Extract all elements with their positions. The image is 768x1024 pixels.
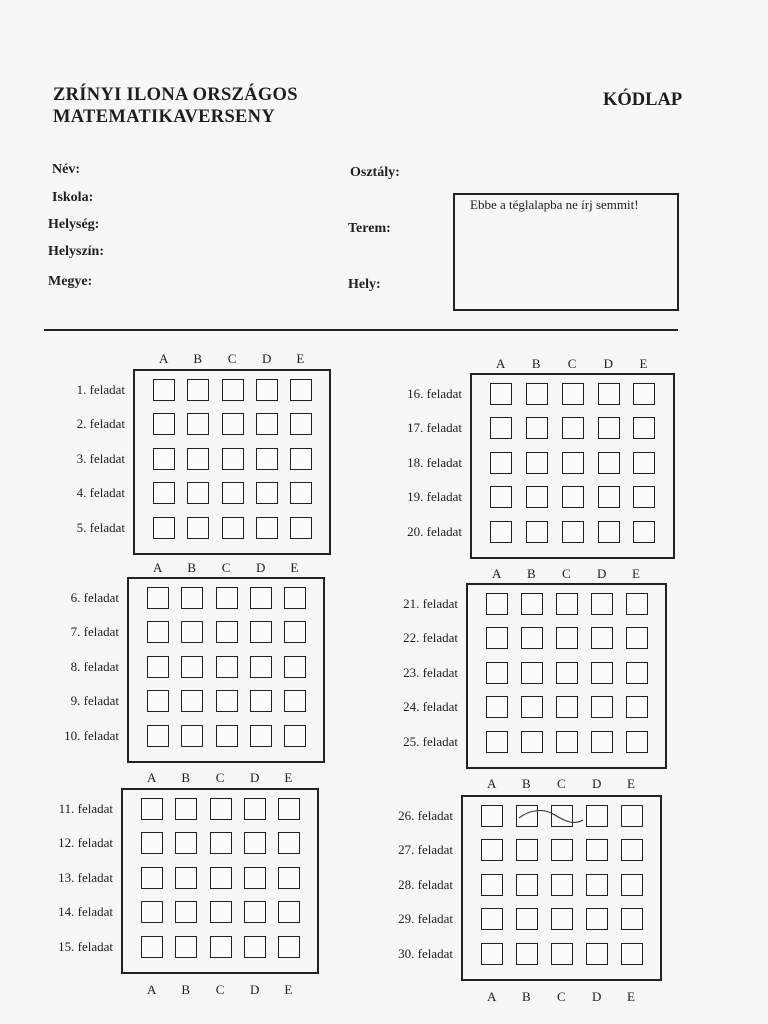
answer-checkbox-a[interactable] [141, 798, 163, 820]
answer-checkbox-a[interactable] [490, 486, 512, 508]
answer-checkbox-a[interactable] [147, 656, 169, 678]
school-field-label: Iskola: [52, 190, 94, 205]
option-letter-d: D [592, 989, 602, 1004]
answer-checkbox-c[interactable] [556, 662, 578, 684]
answer-checkbox-d[interactable] [250, 621, 272, 643]
answer-checkbox-b[interactable] [521, 662, 543, 684]
answer-checkbox-a[interactable] [153, 448, 175, 470]
answer-checkbox-c[interactable] [216, 690, 238, 712]
answer-checkbox-c[interactable] [216, 587, 238, 609]
answer-checkbox-e[interactable] [290, 413, 312, 435]
option-letter-d: D [256, 560, 266, 575]
option-letter-a: A [487, 989, 497, 1004]
option-letter-a: A [147, 770, 157, 785]
answer-checkbox-a[interactable] [147, 587, 169, 609]
answer-checkbox-e[interactable] [290, 448, 312, 470]
option-letter-a: A [492, 566, 502, 581]
answer-checkbox-e[interactable] [290, 517, 312, 539]
answer-checkbox-d[interactable] [598, 417, 620, 439]
answer-checkbox-e[interactable] [626, 627, 648, 649]
answer-checkbox-a[interactable] [486, 627, 508, 649]
answer-checkbox-d[interactable] [250, 656, 272, 678]
answer-checkbox-e[interactable] [626, 593, 648, 615]
option-letter-e: E [290, 560, 299, 575]
option-letter-b: B [181, 770, 191, 785]
question-label: 5. feladat [76, 519, 125, 535]
answer-checkbox-a[interactable] [481, 908, 503, 930]
answer-checkbox-e[interactable] [621, 839, 643, 861]
question-label: 25. feladat [403, 733, 458, 749]
answer-checkbox-a[interactable] [486, 731, 508, 753]
header-divider [44, 329, 678, 331]
answer-checkbox-c[interactable] [222, 517, 244, 539]
answer-checkbox-c[interactable] [210, 798, 232, 820]
question-label: 26. feladat [398, 808, 453, 823]
answer-checkbox-b[interactable] [521, 627, 543, 649]
answer-checkbox-d[interactable] [586, 839, 608, 861]
answer-checkbox-e[interactable] [626, 696, 648, 718]
answer-checkbox-e[interactable] [278, 867, 300, 889]
answer-checkbox-a[interactable] [147, 690, 169, 712]
answer-checkbox-a[interactable] [490, 452, 512, 474]
answer-checkbox-a[interactable] [486, 593, 508, 615]
answer-checkbox-d[interactable] [598, 452, 620, 474]
question-label: 17. feladat [407, 420, 462, 436]
answer-checkbox-e[interactable] [284, 621, 306, 643]
answer-checkbox-e[interactable] [278, 901, 300, 923]
answer-checkbox-d[interactable] [586, 874, 608, 896]
answer-checkbox-b[interactable] [187, 448, 209, 470]
answer-checkbox-e[interactable] [284, 587, 306, 609]
answer-checkbox-b[interactable] [526, 486, 548, 508]
answer-checkbox-b[interactable] [175, 832, 197, 854]
option-letter-b: B [187, 560, 197, 575]
answer-checkbox-d[interactable] [591, 696, 613, 718]
option-letter-a: A [487, 776, 497, 791]
do-not-write-box [453, 193, 679, 311]
answer-checkbox-b[interactable] [181, 621, 203, 643]
question-label: 22. feladat [403, 630, 458, 646]
answer-checkbox-e[interactable] [626, 662, 648, 684]
option-letter-c: C [215, 770, 225, 785]
question-label: 1. feladat [76, 382, 125, 397]
answer-checkbox-c[interactable] [222, 448, 244, 470]
answer-checkbox-e[interactable] [621, 805, 643, 827]
question-label: 9. feladat [70, 693, 119, 709]
question-label: 16. feladat [407, 386, 462, 401]
class-field-label: Osztály: [350, 165, 400, 180]
answer-checkbox-b[interactable] [526, 521, 548, 543]
answer-checkbox-d[interactable] [244, 936, 266, 958]
answer-checkbox-c[interactable] [551, 943, 573, 965]
answer-checkbox-c[interactable] [210, 832, 232, 854]
question-label: 15. feladat [58, 938, 113, 954]
answer-checkbox-a[interactable] [486, 662, 508, 684]
answer-checkbox-e[interactable] [633, 486, 655, 508]
answer-checkbox-d[interactable] [598, 486, 620, 508]
answer-checkbox-d[interactable] [591, 662, 613, 684]
answer-checkbox-c[interactable] [216, 725, 238, 747]
option-letter-d: D [250, 982, 260, 997]
answer-checkbox-e[interactable] [633, 521, 655, 543]
answer-checkbox-c[interactable] [210, 901, 232, 923]
room-field-label: Terem: [348, 221, 391, 236]
answer-checkbox-b[interactable] [521, 696, 543, 718]
option-letter-d: D [603, 356, 613, 371]
answer-checkbox-b[interactable] [181, 725, 203, 747]
answer-checkbox-e[interactable] [633, 417, 655, 439]
option-letter-d: D [262, 351, 272, 366]
question-label: 11. feladat [58, 801, 113, 816]
answer-checkbox-d[interactable] [256, 482, 278, 504]
option-letter-a: A [153, 560, 163, 575]
question-label: 10. feladat [64, 727, 119, 743]
answer-checkbox-b[interactable] [526, 452, 548, 474]
question-label: 12. feladat [58, 835, 113, 851]
answer-checkbox-e[interactable] [621, 874, 643, 896]
option-letter-e: E [639, 356, 648, 371]
answer-checkbox-b[interactable] [175, 798, 197, 820]
answer-checkbox-b[interactable] [187, 413, 209, 435]
answer-checkbox-e[interactable] [278, 936, 300, 958]
answer-checkbox-d[interactable] [586, 908, 608, 930]
option-letter-e: E [627, 776, 635, 791]
answer-checkbox-c[interactable] [556, 593, 578, 615]
answer-checkbox-d[interactable] [244, 798, 266, 820]
answer-checkbox-a[interactable] [153, 482, 175, 504]
option-letter-c: C [557, 776, 566, 791]
answer-checkbox-b[interactable] [526, 417, 548, 439]
answer-checkbox-b[interactable] [187, 482, 209, 504]
option-letter-b: B [522, 989, 531, 1004]
answer-checkbox-a[interactable] [481, 874, 503, 896]
question-label: 28. feladat [398, 876, 453, 892]
do-not-write-notice: Ebbe a téglalapba ne írj semmit! [470, 197, 639, 212]
option-letter-a: A [159, 351, 169, 366]
option-letter-c: C [221, 560, 231, 575]
answer-checkbox-a[interactable] [141, 936, 163, 958]
county-field-label: Megye: [48, 274, 93, 289]
option-letter-e: E [632, 566, 640, 581]
answer-checkbox-e[interactable] [284, 656, 306, 678]
answer-checkbox-d[interactable] [244, 832, 266, 854]
answer-checkbox-d[interactable] [586, 805, 608, 827]
seat-field-label: Hely: [348, 277, 381, 292]
answer-checkbox-e[interactable] [621, 943, 643, 965]
answer-checkbox-c[interactable] [562, 452, 584, 474]
answer-checkbox-a[interactable] [147, 621, 169, 643]
answer-checkbox-e[interactable] [290, 379, 312, 401]
answer-checkbox-d[interactable] [256, 379, 278, 401]
option-letter-c: C [562, 566, 571, 581]
answer-checkbox-c[interactable] [551, 874, 573, 896]
option-letter-d: D [592, 776, 602, 791]
option-letter-b: B [522, 776, 531, 791]
answer-checkbox-d[interactable] [591, 731, 613, 753]
answer-checkbox-a[interactable] [141, 901, 163, 923]
question-label: 23. feladat [403, 664, 458, 680]
answer-checkbox-a[interactable] [490, 521, 512, 543]
answer-checkbox-c[interactable] [210, 936, 232, 958]
answer-checkbox-b[interactable] [516, 943, 538, 965]
option-letter-c: C [567, 356, 577, 371]
answer-checkbox-b[interactable] [187, 517, 209, 539]
answer-checkbox-c[interactable] [556, 731, 578, 753]
answer-checkbox-d[interactable] [598, 521, 620, 543]
option-letter-b: B [527, 566, 536, 581]
answer-checkbox-b[interactable] [175, 867, 197, 889]
answer-checkbox-c[interactable] [222, 482, 244, 504]
option-letter-e: E [284, 982, 293, 997]
question-label: 3. feladat [76, 450, 125, 466]
answer-checkbox-b[interactable] [521, 593, 543, 615]
option-letter-c: C [557, 989, 566, 1004]
question-label: 6. feladat [70, 590, 119, 605]
answer-checkbox-d[interactable] [256, 413, 278, 435]
question-label: 24. feladat [403, 699, 458, 715]
answer-checkbox-b[interactable] [526, 383, 548, 405]
answer-checkbox-a[interactable] [141, 832, 163, 854]
answer-checkbox-e[interactable] [284, 725, 306, 747]
option-letter-b: B [181, 982, 191, 997]
answer-checkbox-c[interactable] [562, 486, 584, 508]
answer-checkbox-a[interactable] [153, 517, 175, 539]
answer-checkbox-d[interactable] [256, 517, 278, 539]
option-letter-c: C [215, 982, 225, 997]
competition-title [53, 84, 298, 128]
answer-checkbox-a[interactable] [490, 383, 512, 405]
answer-checkbox-d[interactable] [591, 627, 613, 649]
answer-checkbox-a[interactable] [141, 867, 163, 889]
answer-checkbox-d[interactable] [598, 383, 620, 405]
answer-checkbox-b[interactable] [181, 690, 203, 712]
question-label: 7. feladat [70, 624, 119, 640]
answer-checkbox-b[interactable] [175, 936, 197, 958]
option-letter-b: B [193, 351, 203, 366]
answer-checkbox-d[interactable] [586, 943, 608, 965]
answer-checkbox-e[interactable] [626, 731, 648, 753]
answer-checkbox-d[interactable] [244, 867, 266, 889]
title-line-1: ZRÍNYI ILONA ORSZÁGOS [53, 85, 298, 105]
answer-checkbox-e[interactable] [278, 798, 300, 820]
answer-checkbox-e[interactable] [290, 482, 312, 504]
answer-checkbox-e[interactable] [633, 383, 655, 405]
venue-field-label: Helyszín: [48, 244, 104, 259]
question-label: 18. feladat [407, 454, 462, 470]
answer-checkbox-c[interactable] [216, 656, 238, 678]
answer-checkbox-c[interactable] [556, 627, 578, 649]
name-field-label: Név: [52, 162, 80, 177]
answer-checkbox-c[interactable] [222, 413, 244, 435]
question-label: 20. feladat [407, 523, 462, 539]
answer-checkbox-c[interactable] [562, 521, 584, 543]
answer-checkbox-b[interactable] [181, 656, 203, 678]
answer-checkbox-d[interactable] [250, 725, 272, 747]
answer-checkbox-d[interactable] [244, 901, 266, 923]
answer-checkbox-b[interactable] [521, 731, 543, 753]
answer-checkbox-c[interactable] [562, 383, 584, 405]
answer-checkbox-c[interactable] [551, 839, 573, 861]
answer-checkbox-c[interactable] [210, 867, 232, 889]
answer-checkbox-d[interactable] [250, 587, 272, 609]
answer-checkbox-b[interactable] [516, 839, 538, 861]
option-letter-c: C [227, 351, 237, 366]
answer-checkbox-d[interactable] [250, 690, 272, 712]
answer-checkbox-b[interactable] [181, 587, 203, 609]
answer-checkbox-c[interactable] [562, 417, 584, 439]
question-label: 8. feladat [70, 658, 119, 674]
answer-checkbox-c[interactable] [556, 696, 578, 718]
answer-checkbox-b[interactable] [516, 908, 538, 930]
town-field-label: Helység: [48, 217, 100, 232]
answer-checkbox-c[interactable] [551, 908, 573, 930]
answer-checkbox-b[interactable] [516, 874, 538, 896]
option-letter-a: A [496, 356, 506, 371]
question-label: 13. feladat [58, 869, 113, 885]
option-letter-a: A [147, 982, 157, 997]
option-letter-e: E [627, 989, 635, 1004]
answer-checkbox-a[interactable] [147, 725, 169, 747]
answer-checkbox-e[interactable] [278, 832, 300, 854]
title-line-2: MATEMATIKAVERSENY [53, 107, 275, 127]
option-letter-e: E [284, 770, 293, 785]
answer-checkbox-a[interactable] [153, 413, 175, 435]
answer-checkbox-d[interactable] [591, 593, 613, 615]
answer-checkbox-a[interactable] [481, 839, 503, 861]
question-label: 4. feladat [76, 485, 125, 501]
document-type-heading: KÓDLAP [603, 90, 683, 110]
answer-checkbox-a[interactable] [486, 696, 508, 718]
question-label: 19. feladat [407, 489, 462, 505]
answer-checkbox-d[interactable] [256, 448, 278, 470]
answer-checkbox-e[interactable] [621, 908, 643, 930]
answer-checkbox-a[interactable] [481, 943, 503, 965]
option-letter-d: D [597, 566, 607, 581]
answer-checkbox-c[interactable] [222, 379, 244, 401]
answer-checkbox-e[interactable] [633, 452, 655, 474]
question-label: 27. feladat [398, 842, 453, 858]
question-label: 29. feladat [398, 911, 453, 927]
pen-scribble-mark [517, 804, 587, 828]
option-letter-b: B [531, 356, 541, 371]
answer-checkbox-a[interactable] [153, 379, 175, 401]
answer-checkbox-e[interactable] [284, 690, 306, 712]
question-label: 14. feladat [58, 904, 113, 920]
answer-checkbox-b[interactable] [187, 379, 209, 401]
option-letter-d: D [250, 770, 260, 785]
answer-checkbox-c[interactable] [216, 621, 238, 643]
question-label: 30. feladat [398, 945, 453, 961]
question-label: 21. feladat [403, 596, 458, 611]
answer-checkbox-a[interactable] [481, 805, 503, 827]
answer-checkbox-a[interactable] [490, 417, 512, 439]
question-label: 2. feladat [76, 416, 125, 432]
option-letter-e: E [296, 351, 305, 366]
answer-checkbox-b[interactable] [175, 901, 197, 923]
